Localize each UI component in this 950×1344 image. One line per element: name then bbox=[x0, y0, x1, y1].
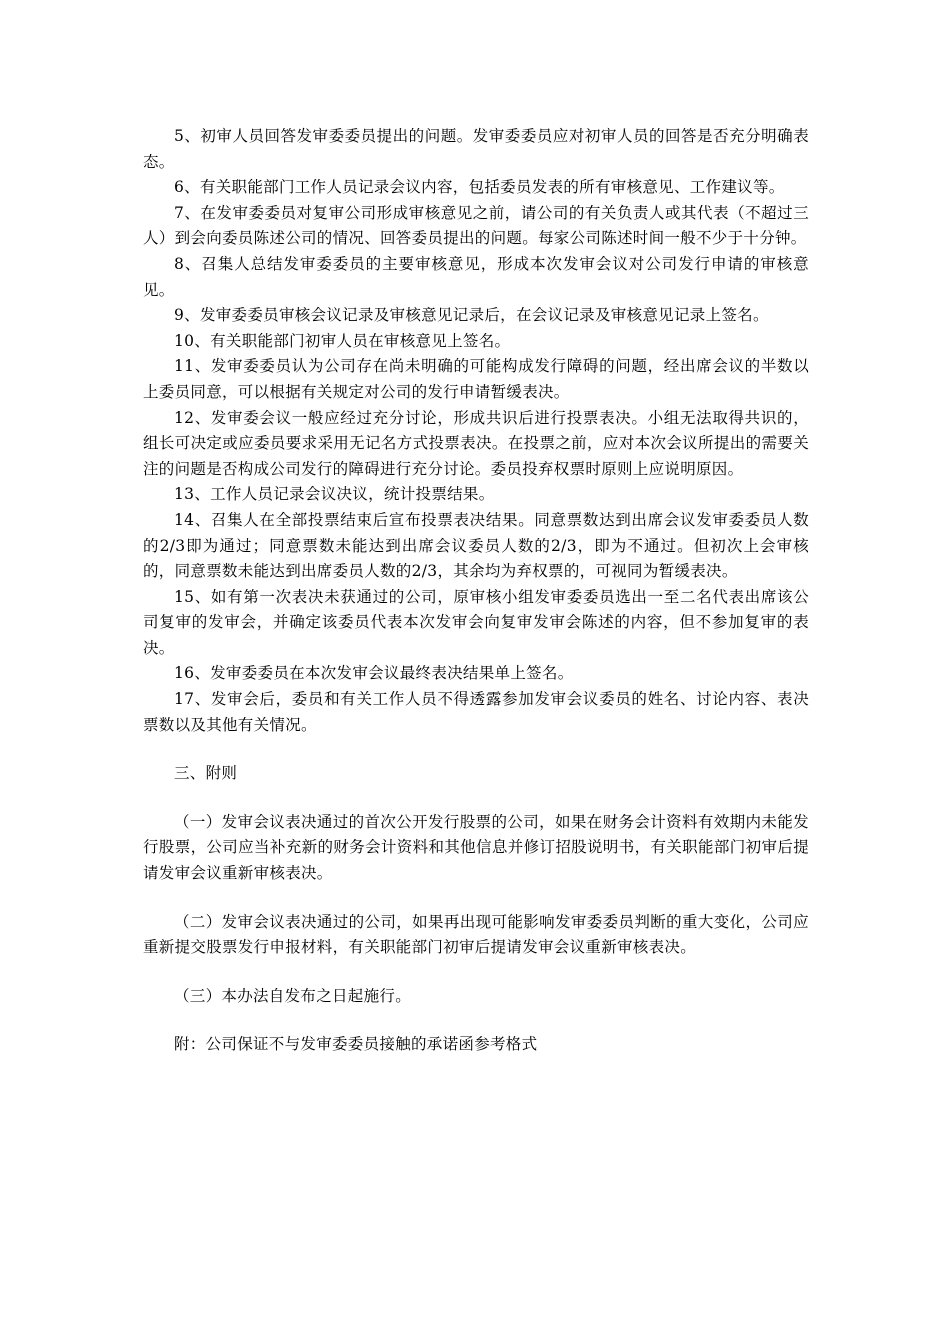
spacer bbox=[143, 738, 809, 761]
spacer bbox=[143, 961, 809, 984]
procedure-item-12: 12、发审委会议一般应经过充分讨论，形成共识后进行投票表决。小组无法取得共识的，组长可决定或应委员要求采用无记名方式投票表决。在投票之前，应对本次会议所提出的需要关注的问题是否构成公司发行的障碍进行充分讨论。委员投弃权票时原则上应说明原因。 bbox=[143, 408, 809, 478]
procedure-item-8: 8、召集人总结发审委委员的主要审核意见，形成本次发审会议对公司发行申请的审核意见。 bbox=[143, 254, 809, 299]
procedure-item-14: 14、召集人在全部投票结束后宣布投票表决结果。同意票数达到出席会议发审委委员人数的2/3即为通过；同意票数未能达到出席会议委员人数的2/3，即为不通过。但初次上会审核的，同意票数未能达到出席委员人数的2/3，其余均为弃权票的，可视同为暂缓表决。 bbox=[143, 510, 809, 581]
procedure-item-7: 7、在发审委委员对复审公司形成审核意见之前，请公司的有关负责人或其代表（不超过三人）到会向委员陈述公司的情况、回答委员提出的问题。每家公司陈述时间一般不少于十分钟。 bbox=[143, 203, 809, 248]
appendix-note: 附：公司保证不与发审委委员接触的承诺函参考格式 bbox=[174, 1035, 538, 1054]
procedure-item-15: 15、如有第一次表决未获通过的公司，原审核小组发审委委员选出一至二名代表出席该公司复审的发审会，并确定该委员代表本次发审会向复审发审会陈述的内容，但不参加复审的表决。 bbox=[143, 587, 809, 657]
procedure-item-13: 13、工作人员记录会议决议，统计投票结果。 bbox=[174, 485, 495, 504]
procedure-item-11: 11、发审委委员认为公司存在尚未明确的可能构成发行障碍的问题，经出席会议的半数以上委员同意，可以根据有关规定对公司的发行申请暂缓表决。 bbox=[143, 357, 809, 401]
procedure-item-5: 5、初审人员回答发审委委员提出的问题。发审委委员应对初审人员的回答是否充分明确表态。 bbox=[143, 127, 809, 171]
spacer bbox=[143, 1009, 809, 1032]
spacer bbox=[143, 787, 809, 810]
clause-2: （二）发审会议表决通过的公司，如果再出现可能影响发审委委员判断的重大变化，公司应重新提交股票发行申报材料，有关职能部门初审后提请发审会议重新审核表决。 bbox=[143, 912, 809, 957]
section-three-heading: 三、附则 bbox=[174, 764, 238, 783]
procedure-item-16: 16、发审委委员在本次发审会议最终表决结果单上签名。 bbox=[174, 664, 574, 683]
clause-1: （一）发审会议表决通过的首次公开发行股票的公司，如果在财务会计资料有效期内未能发行股票，公司应当补充新的财务会计资料和其他信息并修订招股说明书，有关职能部门初审后提请发审会议重新审核表决。 bbox=[143, 812, 809, 883]
procedure-item-9: 9、发审委委员审核会议记录及审核意见记录后，在会议记录及审核意见记录上签名。 bbox=[174, 306, 769, 325]
clause-3: （三）本办法自发布之日起施行。 bbox=[174, 986, 412, 1005]
spacer bbox=[143, 887, 809, 910]
procedure-item-10: 10、有关职能部门初审人员在审核意见上签名。 bbox=[174, 331, 511, 350]
procedure-item-17: 17、发审会后，委员和有关工作人员不得透露参加发审会议委员的姓名、讨论内容、表决票数以及其他有关情况。 bbox=[143, 690, 809, 734]
procedure-item-6: 6、有关职能部门工作人员记录会议内容，包括委员发表的所有审核意见、工作建议等。 bbox=[174, 178, 785, 197]
document-page bbox=[143, 124, 809, 1058]
